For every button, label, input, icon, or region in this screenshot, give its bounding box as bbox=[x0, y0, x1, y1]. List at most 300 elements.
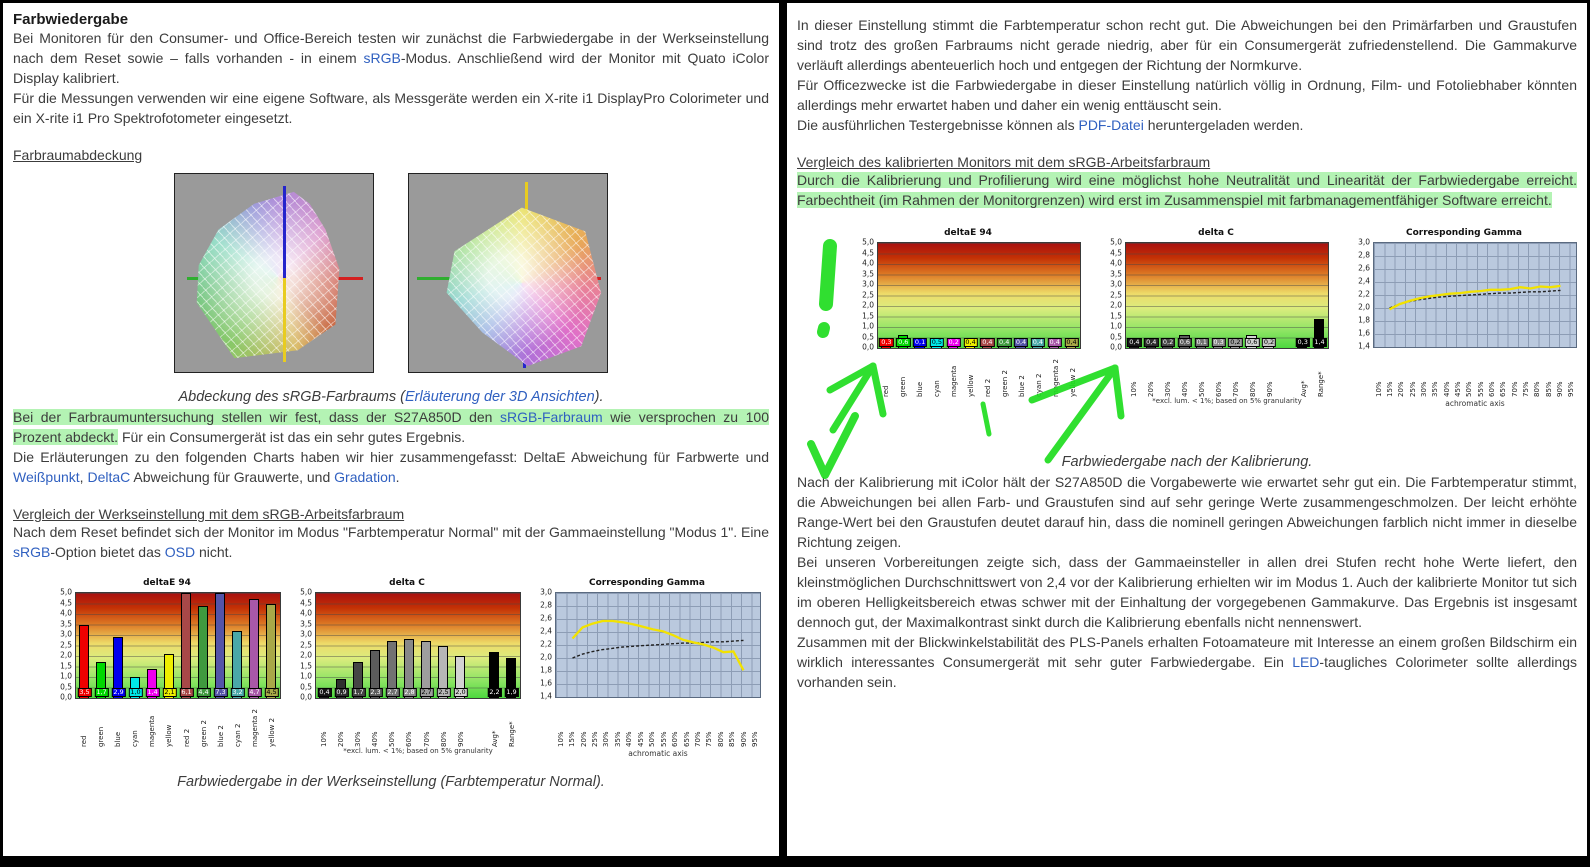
bar-slot bbox=[127, 593, 144, 698]
y-tick: 4,0 bbox=[300, 608, 312, 618]
y-tick: 3,5 bbox=[1110, 269, 1122, 278]
bar-value-label: 0,4 bbox=[1129, 337, 1140, 346]
x-tick-slot bbox=[161, 699, 178, 747]
bar-slot bbox=[435, 593, 452, 698]
bar-value-label: 0,9 bbox=[336, 687, 347, 696]
x-tick-label: 80% bbox=[1248, 381, 1257, 397]
x-tick-label: 10% bbox=[1129, 381, 1138, 397]
x-tick-label: Avg* bbox=[491, 730, 500, 747]
bar-slot bbox=[246, 593, 263, 698]
x-tick-label: 65% bbox=[1499, 381, 1508, 397]
x-tick-slot bbox=[962, 349, 979, 397]
x-tick-slot bbox=[877, 349, 894, 397]
text-segment: wie versprochen zu 100 Prozent abdeckt. bbox=[13, 409, 769, 445]
x-tick-label: 80% bbox=[1533, 381, 1542, 397]
bar-value-label: 0,4 bbox=[965, 337, 976, 346]
x-tick-slot bbox=[704, 699, 715, 747]
text-segment: Bei Monitoren für den Consumer- und Office-Bereich testen wir zunächst die Farbwiedergabe in der Werkseinstellung nach dem Reset sowie – falls vorhanden - in einem bbox=[13, 30, 769, 66]
plot-area bbox=[1373, 242, 1577, 348]
bar-value-label: 3,2 bbox=[232, 687, 243, 696]
heading-farbraumabdeckung: Farbraumabdeckung bbox=[13, 147, 143, 163]
x-tick-label: magenta bbox=[949, 365, 958, 397]
bar-slot bbox=[1046, 243, 1063, 348]
bar-slot bbox=[996, 243, 1013, 348]
gamma-curves bbox=[556, 593, 760, 697]
y-tick: 1,6 bbox=[1358, 328, 1370, 338]
text-segment: Farbwiedergabe nach der Kalibrierung. bbox=[1061, 454, 1313, 470]
x-tick-slot bbox=[1261, 349, 1278, 397]
x-tick-label: 35% bbox=[1431, 381, 1440, 397]
text-segment: Die ausführlichen Testergebnisse können als bbox=[797, 117, 1079, 133]
bar-value-label: 2,8 bbox=[404, 687, 415, 696]
x-tick-label: 35% bbox=[613, 731, 622, 747]
bar-value-label: 0,4 bbox=[1066, 337, 1077, 346]
y-tick: 1,4 bbox=[1358, 341, 1370, 351]
x-tick-slot bbox=[1278, 349, 1295, 397]
bar-value-label: 0,6 bbox=[1179, 337, 1191, 346]
bar-slot bbox=[263, 593, 280, 698]
y-tick: 1,5 bbox=[1110, 311, 1122, 320]
x-tick-label: red 2 bbox=[983, 378, 992, 397]
bar-slot bbox=[1176, 243, 1193, 348]
x-tick-slot bbox=[911, 349, 928, 397]
x-tick-label: 85% bbox=[1544, 381, 1553, 397]
bar-slot bbox=[229, 593, 246, 698]
y-tick: 5,0 bbox=[1110, 237, 1122, 247]
chart-deltac-factory bbox=[293, 578, 521, 755]
bar-slot bbox=[1160, 243, 1177, 348]
y-axis bbox=[533, 587, 555, 701]
right-column bbox=[787, 3, 1587, 856]
bar-magenta 2 bbox=[249, 599, 260, 698]
x-tick-slot bbox=[1509, 349, 1520, 397]
chart-title: Corresponding Gamma bbox=[589, 578, 705, 588]
x-tick-slot bbox=[1312, 349, 1329, 397]
text-segment: Für ein Consumergerät ist das ein sehr gutes Ergebnis. bbox=[118, 429, 466, 445]
x-tick-label: yellow 2 bbox=[268, 717, 277, 747]
x-tick-slot bbox=[452, 699, 469, 747]
x-tick-slot bbox=[470, 699, 487, 747]
bar-slot bbox=[178, 593, 195, 698]
y-tick: 1,5 bbox=[60, 661, 72, 670]
bar-slot bbox=[195, 593, 212, 698]
y-tick: 0,5 bbox=[300, 682, 312, 691]
bar-slot bbox=[1244, 243, 1261, 348]
text-segment: Bei unseren Vorbereitungen zeigte sich, dass der Gammaeinsteller in allen drei Stufen recht hohe Werte liefert, den kleinstmöglichen Durchschnittswert von 2,4 vor der Kalibrierung erhielten wir im Modus 1. Auch der kalibrierte Monitor tut sich im oberen Helligkeitsbereich etwas schwer mit der Einhaltung der vorgegebenen Gammakurve. Das Ergebnis ist insgesamt dennoch gut, der Maximalkontrast sinkt durch die Kalibrierung ebenfalls nicht nennenswert. bbox=[797, 554, 1577, 630]
bar-slot bbox=[1311, 243, 1328, 348]
y-tick: 3,0 bbox=[862, 279, 874, 289]
bar-value-label: 1,4 bbox=[1314, 337, 1325, 346]
bar-slot bbox=[878, 243, 895, 348]
y-tick: 2,8 bbox=[540, 600, 552, 610]
x-tick-slot bbox=[109, 699, 126, 747]
y-tick: 2,5 bbox=[862, 290, 874, 299]
gamma-curves bbox=[1374, 243, 1576, 347]
y-tick: 2,0 bbox=[540, 652, 552, 662]
x-tick-label: magenta 2 bbox=[251, 708, 260, 747]
x-tick-label: 70% bbox=[1231, 381, 1240, 397]
paragraph-chart-explanation bbox=[13, 447, 769, 487]
paragraph-intro-test bbox=[13, 28, 769, 88]
x-tick-slot bbox=[647, 699, 658, 747]
paragraph-conclusion bbox=[797, 632, 1577, 692]
y-tick: 2,0 bbox=[300, 650, 312, 660]
bar-slot bbox=[384, 593, 401, 698]
x-tick-label: cyan bbox=[932, 380, 941, 397]
paragraph-gamma-setting bbox=[797, 552, 1577, 632]
x-tick-slot bbox=[1532, 349, 1543, 397]
bar-slot bbox=[1029, 243, 1046, 348]
x-tick-slot bbox=[715, 699, 726, 747]
x-tick-label: 30% bbox=[602, 731, 611, 747]
chart-gamma-factory bbox=[533, 578, 761, 758]
x-tick-slot bbox=[635, 699, 646, 747]
y-tick: 4,5 bbox=[300, 598, 312, 607]
x-tick-label: 40% bbox=[371, 731, 380, 747]
x-tick-slot bbox=[1295, 349, 1312, 397]
text-segment: In dieser Einstellung stimmt die Farbtemperatur schon recht gut. Die Abweichungen bei den Primärfarben und Graustufen sind trotz des großen Farbraums nicht gerade niedrig, aber für ein Consumergerät zufriedenstellend. Die Gammakurve verläuft allerdings abenteuerlich hoch und entgegen der Richtung der Normkurve. bbox=[797, 17, 1577, 73]
bar-value-label: 0,6 bbox=[1247, 337, 1258, 346]
chart-title: Corresponding Gamma bbox=[1406, 228, 1522, 238]
x-tick-slot bbox=[669, 699, 680, 747]
x-tick-slot bbox=[1441, 349, 1452, 397]
bar-slot bbox=[1193, 243, 1210, 348]
x-tick-slot bbox=[144, 699, 161, 747]
x-tick-slot bbox=[692, 699, 703, 747]
plot-area bbox=[1125, 242, 1329, 349]
paragraph-calibration-goal bbox=[797, 170, 1577, 210]
x-tick-slot bbox=[1244, 349, 1261, 397]
bar-value-label: 7,3 bbox=[215, 687, 226, 696]
y-tick: 3,0 bbox=[60, 629, 72, 639]
x-tick-label: 55% bbox=[1476, 381, 1485, 397]
x-tick-label: magenta bbox=[148, 715, 157, 747]
x-tick-label: cyan 2 bbox=[1034, 373, 1043, 397]
y-tick: 4,0 bbox=[60, 608, 72, 618]
x-tick-label: Range* bbox=[1316, 371, 1325, 397]
x-tick-slot bbox=[401, 699, 418, 747]
y-tick: 2,2 bbox=[540, 639, 552, 649]
y-axis bbox=[293, 587, 315, 702]
x-tick-slot bbox=[612, 699, 623, 747]
x-tick-label: Avg* bbox=[1299, 380, 1308, 397]
x-tick-slot bbox=[1142, 349, 1159, 397]
x-tick-slot bbox=[1030, 349, 1047, 397]
bar-slot bbox=[350, 593, 367, 698]
x-tick-slot bbox=[92, 699, 109, 747]
chart-title: deltaE 94 bbox=[143, 578, 191, 588]
bar-value-label: 2,0 bbox=[455, 687, 466, 696]
bar-value-label: 0,5 bbox=[931, 337, 943, 346]
x-tick-slot bbox=[658, 699, 669, 747]
x-tick-slot bbox=[195, 699, 212, 747]
bar-slot bbox=[1277, 243, 1294, 348]
x-tick-slot bbox=[264, 699, 281, 747]
caption-factory-charts bbox=[13, 772, 769, 792]
text-segment: heruntergeladen werden. bbox=[1143, 117, 1304, 133]
x-tick-label: green bbox=[898, 376, 907, 397]
chart-title: delta C bbox=[389, 578, 425, 588]
y-tick: 1,0 bbox=[862, 321, 874, 331]
y-tick: 2,0 bbox=[1358, 302, 1370, 312]
y-tick: 2,5 bbox=[300, 640, 312, 649]
inline-link[interactable]: DeltaC bbox=[87, 469, 131, 485]
x-tick-label: 30% bbox=[1163, 381, 1172, 397]
text-segment: Farbwiedergabe in der Werkseinstellung (Farbtemperatur Normal). bbox=[177, 774, 605, 790]
x-tick-slot bbox=[1407, 349, 1418, 397]
inline-link[interactable]: sRGB bbox=[13, 544, 51, 560]
bar-value-label: 0,4 bbox=[1015, 337, 1027, 346]
bar-slot bbox=[1261, 243, 1278, 348]
x-tick-label: 50% bbox=[1465, 381, 1474, 397]
y-tick: 2,0 bbox=[862, 300, 874, 310]
left-column bbox=[3, 3, 779, 856]
y-tick: 2,5 bbox=[60, 640, 72, 649]
y-tick: 0,5 bbox=[862, 332, 874, 341]
bar-value-label: 0,4 bbox=[1032, 337, 1044, 346]
y-tick: 2,6 bbox=[540, 613, 552, 623]
inline-link[interactable]: sRGB-Farbraum bbox=[499, 409, 603, 425]
text-segment: Durch die Kalibrierung und Profilierung wird eine möglichst hohe Neutralität und Linearität der Farbwiedergabe erreicht. Farbechtheit (im Rahmen der Monitorgrenzen) wird erst im Zusammenspiel mit farbmanagementfähiger Software erreicht. bbox=[797, 172, 1577, 208]
bar-slot bbox=[912, 243, 929, 348]
x-tick-label: 60% bbox=[1214, 381, 1223, 397]
paragraph-measurement-tools bbox=[13, 88, 769, 128]
y-tick: 0,0 bbox=[60, 692, 72, 702]
x-tick-slot bbox=[1452, 349, 1463, 397]
bar-slot bbox=[962, 243, 979, 348]
x-tick-label: 70% bbox=[693, 731, 702, 747]
x-tick-label: 20% bbox=[1146, 381, 1155, 397]
x-tick-label: yellow bbox=[165, 724, 174, 747]
chart-footnote: *excl. lum. < 1%; based on 5% granularity bbox=[343, 747, 493, 755]
plot-area bbox=[555, 592, 761, 698]
x-tick-slot bbox=[1418, 349, 1429, 397]
y-tick: 4,0 bbox=[862, 258, 874, 268]
bar-value-label: 1,7 bbox=[353, 687, 364, 696]
bar-value-label: 4,5 bbox=[266, 687, 277, 696]
x-tick-label: 45% bbox=[636, 731, 645, 747]
charts-row-calibrated bbox=[797, 228, 1577, 408]
chart-deltae94-calibrated bbox=[855, 228, 1081, 397]
bar-value-label: 6,1 bbox=[181, 687, 192, 696]
y-axis bbox=[855, 237, 877, 352]
plot-area bbox=[75, 592, 281, 699]
x-tick-label: magenta 2 bbox=[1051, 358, 1060, 397]
x-tick-slot bbox=[681, 699, 692, 747]
bar-value-label: 0,1 bbox=[1196, 337, 1207, 346]
y-tick: 5,0 bbox=[60, 587, 72, 597]
x-tick-label: 20% bbox=[1397, 381, 1406, 397]
bar-slot bbox=[401, 593, 418, 698]
chart-deltae94-factory bbox=[53, 578, 281, 747]
bar-slot bbox=[945, 243, 962, 348]
gamut-3d-side-view-image bbox=[174, 173, 374, 373]
x-tick-slot bbox=[589, 699, 600, 747]
y-tick: 0,0 bbox=[300, 692, 312, 702]
inline-link[interactable]: Weißpunkt bbox=[13, 469, 80, 485]
measured-curve bbox=[573, 621, 744, 670]
measured-curve bbox=[1390, 286, 1561, 309]
bar-value-label: 4,4 bbox=[198, 687, 209, 696]
inline-link[interactable]: Erläuterung der 3D Ansichten bbox=[404, 389, 595, 405]
bar-slot bbox=[93, 593, 110, 698]
bar-value-label: 1,0 bbox=[130, 687, 141, 696]
x-tick-slot bbox=[1176, 349, 1193, 397]
y-tick: 4,5 bbox=[862, 248, 874, 257]
y-tick: 1,6 bbox=[540, 678, 552, 688]
paragraph-pdf-download bbox=[797, 115, 1577, 135]
charts-row-factory bbox=[13, 578, 769, 758]
y-tick: 2,4 bbox=[1358, 276, 1370, 286]
x-axis bbox=[315, 699, 521, 747]
x-tick-label: red bbox=[79, 735, 88, 747]
bar-slot bbox=[486, 593, 503, 698]
x-tick-label: blue bbox=[113, 731, 122, 747]
text-segment: Bei der Farbraumuntersuchung stellen wir fest, dass der S27A850D den bbox=[13, 409, 500, 425]
x-tick-slot bbox=[1430, 349, 1441, 397]
bar-value-label: 0,1 bbox=[914, 337, 926, 346]
y-tick: 1,0 bbox=[1110, 321, 1122, 331]
inline-link[interactable]: LED bbox=[1292, 654, 1320, 670]
x-tick-label: 55% bbox=[659, 731, 668, 747]
x-tick-label: 95% bbox=[751, 731, 760, 747]
bar-slot bbox=[316, 593, 333, 698]
chart-footnote: *excl. lum. < 1%; based on 5% granularity bbox=[1152, 397, 1302, 405]
x-tick-slot bbox=[127, 699, 144, 747]
bar-value-label: 0,2 bbox=[1230, 337, 1241, 346]
plot-area bbox=[877, 242, 1081, 349]
x-tick-label: yellow 2 bbox=[1068, 367, 1077, 397]
x-tick-label: green 2 bbox=[1000, 370, 1009, 397]
x-tick-label: Range* bbox=[508, 721, 517, 747]
text-segment: -Modus. Anschließend wird der Monitor mit Quato iColor Display kalibriert. bbox=[13, 50, 769, 86]
axis-yellow bbox=[283, 278, 286, 362]
y-tick: 1,4 bbox=[540, 691, 552, 701]
axis-blue bbox=[283, 186, 286, 278]
x-tick-slot bbox=[1554, 349, 1565, 397]
y-tick: 3,0 bbox=[300, 629, 312, 639]
bar-value-label: 4,7 bbox=[249, 687, 260, 696]
charts-block-calibrated bbox=[797, 228, 1577, 446]
bar-value-label: 2,3 bbox=[370, 687, 381, 696]
inline-link[interactable]: OSD bbox=[164, 544, 196, 560]
bar-value-label: 0,2 bbox=[1263, 337, 1275, 346]
bar-slot bbox=[1227, 243, 1244, 348]
x-tick-slot bbox=[247, 699, 264, 747]
x-tick-label: 70% bbox=[422, 731, 431, 747]
x-tick-label: 70% bbox=[1510, 381, 1519, 397]
text-segment: Zusammen mit der Blickwinkelstabilität des PLS-Panels erhalten Fotoamateure mit Interesse an einem großen Bildschirm ein wirklich interessantes Consumergerät mit sehr guter Farbwiedergabe. Ein bbox=[797, 634, 1577, 670]
x-tick-slot bbox=[435, 699, 452, 747]
x-tick-slot bbox=[1498, 349, 1509, 397]
x-tick-slot bbox=[727, 699, 738, 747]
text-segment: Die Erläuterungen zu den folgenden Charts haben wir hier zusammengefasst: DeltaE Abweichung für Farbwerte und bbox=[13, 449, 769, 465]
inline-link[interactable]: PDF-Datei bbox=[1078, 117, 1144, 133]
bar-slot bbox=[418, 593, 435, 698]
chart-deltac-calibrated bbox=[1103, 228, 1329, 405]
bar-value-label: 0,4 bbox=[999, 337, 1010, 346]
text-segment: . bbox=[395, 469, 400, 485]
text-segment: Abdeckung des sRGB-Farbraums ( bbox=[178, 389, 405, 405]
bar-value-label: 2,1 bbox=[164, 687, 175, 696]
x-tick-label: 10% bbox=[556, 731, 565, 747]
bar-value-label: 2,5 bbox=[438, 687, 449, 696]
y-tick: 4,5 bbox=[60, 598, 72, 607]
x-tick-slot bbox=[75, 699, 92, 747]
x-tick-slot bbox=[979, 349, 996, 397]
x-tick-label: blue 2 bbox=[1017, 375, 1026, 397]
x-tick-slot bbox=[1159, 349, 1176, 397]
text-segment: Abweichung für Grauwerte, und bbox=[130, 469, 335, 485]
x-tick-label: 50% bbox=[388, 731, 397, 747]
bar-slot bbox=[367, 593, 384, 698]
heading-vergleich-werkseinstellung: Vergleich der Werkseinstellung mit dem sRGB-Arbeitsfarbraum bbox=[13, 506, 405, 522]
bar-value-label: 0,4 bbox=[319, 687, 330, 696]
paragraph-factory-verdict bbox=[797, 15, 1577, 75]
x-tick-label: 50% bbox=[648, 731, 657, 747]
y-tick: 0,5 bbox=[1110, 332, 1122, 341]
gamut-images-row bbox=[13, 173, 769, 373]
bar-slot bbox=[161, 593, 178, 698]
x-tick-label: 40% bbox=[1180, 381, 1189, 397]
bar-slot bbox=[1143, 243, 1160, 348]
x-tick-label: green bbox=[96, 726, 105, 747]
y-tick: 3,0 bbox=[1358, 237, 1370, 247]
bar-slot bbox=[469, 593, 486, 698]
text-segment: nicht. bbox=[195, 544, 233, 560]
x-tick-label: 75% bbox=[1521, 381, 1530, 397]
bar-value-label: 1,4 bbox=[147, 687, 158, 696]
y-tick: 3,5 bbox=[862, 269, 874, 278]
paragraph-gamut-result bbox=[13, 407, 769, 447]
y-tick: 3,5 bbox=[300, 619, 312, 628]
x-tick-label: green 2 bbox=[199, 720, 208, 747]
x-axis-title: achromatic axis bbox=[1445, 399, 1505, 408]
x-tick-slot bbox=[1475, 349, 1486, 397]
x-tick-label: 90% bbox=[1555, 381, 1564, 397]
y-tick: 2,0 bbox=[60, 650, 72, 660]
y-axis bbox=[1103, 237, 1125, 352]
x-tick-slot bbox=[212, 699, 229, 747]
x-axis bbox=[555, 699, 761, 747]
text-segment: Nach der Kalibrierung mit iColor hält der S27A850D die Vorgabewerte wie erwartet sehr gut ein. Die Farbtemperatur stimmt, die Abweichungen bei allen Farb- und Graustufen sind auf sehr geringe Werte zusammengeschmolzen. Der leicht erhöhte Range-Wert bei den Graustufen deutet darauf hin, dass die nominell geringen Abweichungen farblich nicht immer in dieselbe Richtung zeigen. bbox=[797, 474, 1577, 550]
bar-value-label: 3,5 bbox=[79, 687, 90, 696]
x-tick-label: 80% bbox=[439, 731, 448, 747]
y-tick: 1,5 bbox=[862, 311, 874, 320]
bar-value-label: 0,3 bbox=[1297, 337, 1308, 346]
x-tick-label: yellow bbox=[966, 374, 975, 397]
x-tick-slot bbox=[384, 699, 401, 747]
x-tick-slot bbox=[624, 699, 635, 747]
y-tick: 4,5 bbox=[1110, 248, 1122, 257]
y-tick: 2,6 bbox=[1358, 263, 1370, 273]
y-tick: 5,0 bbox=[300, 587, 312, 597]
inline-link[interactable]: sRGB bbox=[363, 50, 401, 66]
x-tick-slot bbox=[555, 699, 566, 747]
bar-slot bbox=[1126, 243, 1143, 348]
text-segment: Nach dem Reset befindet sich der Monitor im Modus "Farbtemperatur Normal" mit der Gammaeinstellung "Modus 1". Eine bbox=[13, 524, 769, 540]
inline-link[interactable]: Gradation bbox=[334, 469, 396, 485]
bar-slot bbox=[1294, 243, 1311, 348]
x-tick-label: 60% bbox=[405, 731, 414, 747]
x-tick-slot bbox=[1486, 349, 1497, 397]
y-axis bbox=[1351, 237, 1373, 351]
caption-gamut bbox=[13, 387, 769, 407]
x-tick-slot bbox=[1566, 349, 1577, 397]
bar-yellow 2 bbox=[266, 604, 277, 699]
y-tick: 2,2 bbox=[1358, 289, 1370, 299]
chart-title: delta C bbox=[1198, 228, 1234, 238]
